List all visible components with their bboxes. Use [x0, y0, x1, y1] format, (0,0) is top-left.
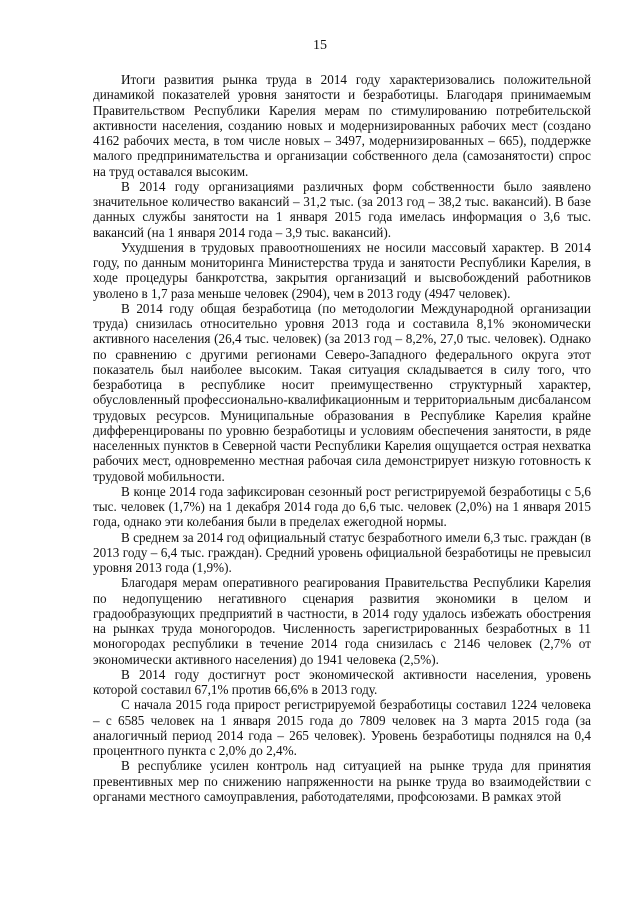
paragraph-control: В республике усилен контроль над ситуацией на рынке труда для принятия превентивных мер по снижению напряженности на рынке труда во взаимодействии с органами местного самоуправления, работодателями, профсоюзами. В рамках этой: [93, 758, 591, 804]
page-number: 15: [313, 38, 327, 53]
paragraph-general-unemployment: В 2014 году общая безработица (по методологии Международной организации труда) снизилась относительно уровня 2013 года и составила 8,1% экономически активного населения (26,4 тыс. человек) (за 2013 год – 8,2%, 27,0 тыс. человек). Однако по сравнению с другими регионами Северо-Западного федерального округа этот показатель был наиболее высоким. Такая ситуация складывается в силу того, что безработица в республике носит преимущественно структурный характер, обусловленный профессионально-квалификационным и территориальным дисбалансом трудовых ресурсов. Муниципальные образования в Республике Карелия крайне дифференцированы по уровню безработицы и условиям обеспечения занятости, в ряде населенных пунктов в Северной части Республики Карелия ощущается острая нехватка рабочих мест, одновременно местная рабочая сила демонстрирует низкую готовность к трудовой мобильности.: [93, 300, 591, 484]
paragraph-labor-market-results: Итоги развития рынка труда в 2014 году характеризовались положительной динамикой показателей уровня занятости и безработицы. Благодаря принимаемым Правительством Республики Карелия мерам по стимулированию потребительской активности населения, созданию новых и модернизированных рабочих мест (создано 4162 рабочих места, в том числе новых – 3497, модернизированных – 665), поддержке малого предпринимательства и организации собственного дела (самозанятости) спрос на труд оставался высоким.: [93, 72, 591, 179]
paragraph-economic-activity: В 2014 году достигнут рост экономической активности населения, уровень которой составил 67,1% против 66,6% в 2013 году.: [93, 666, 591, 697]
paragraph-official-status: В среднем за 2014 год официальный статус безработного имели 6,3 тыс. граждан (в 2013 году – 6,4 тыс. граждан). Средний уровень официальной безработицы не превысил уровня 2013 года (1,9%).: [93, 529, 591, 575]
paragraph-vacancies: В 2014 году организациями различных форм собственности было заявлено значительное количество вакансий – 31,2 тыс. (за 2013 год – 38,2 тыс. вакансий). В базе данных службы занятости на 1 января 2015 года имелась информация о 3,6 тыс. вакансий (на 1 января 2014 года – 3,9 тыс. вакансий).: [93, 178, 591, 240]
paragraph-labor-relations: Ухудшения в трудовых правоотношениях не носили массовый характер. В 2014 году, по данным мониторинга Министерства труда и занятости Республики Карелия, в ходе процедуры банкротства, закрытия организаций и высвобождений работников уволено в 1,7 раза меньше человек (2904), чем в 2013 году (4947 человек).: [93, 239, 591, 301]
paragraph-2015-growth: С начала 2015 года прирост регистрируемой безработицы составил 1224 человека – с 6585 человек на 1 января 2015 года до 7809 человек на 3 марта 2015 года (за аналогичный период 2014 года – 265 человек). Уровень безработицы поднялся на 0,4 процентного пункта с 2,0% до 2,4%.: [93, 697, 591, 758]
body-text: [93, 72, 591, 804]
paragraph-monotowns: Благодаря мерам оперативного реагирования Правительства Республики Карелия по недопущению негативного сценария развития экономики в целом и градообразующих предприятий в частности, в 2014 году удалось избежать обострения на рынках труда моногородов. Численность зарегистрированных безработных в 11 моногородах республики в течение 2014 года снизилась с 2146 человек (2,7% от экономически активного населения) до 1941 человека (2,5%).: [93, 575, 591, 667]
paragraph-seasonal-growth: В конце 2014 года зафиксирован сезонный рост регистрируемой безработицы с 5,6 тыс. человек (1,7%) на 1 декабря 2014 года до 6,6 тыс. человек (2,0%) на 1 января 2015 года, однако эти колебания были в пределах ежегодной нормы.: [93, 483, 591, 530]
